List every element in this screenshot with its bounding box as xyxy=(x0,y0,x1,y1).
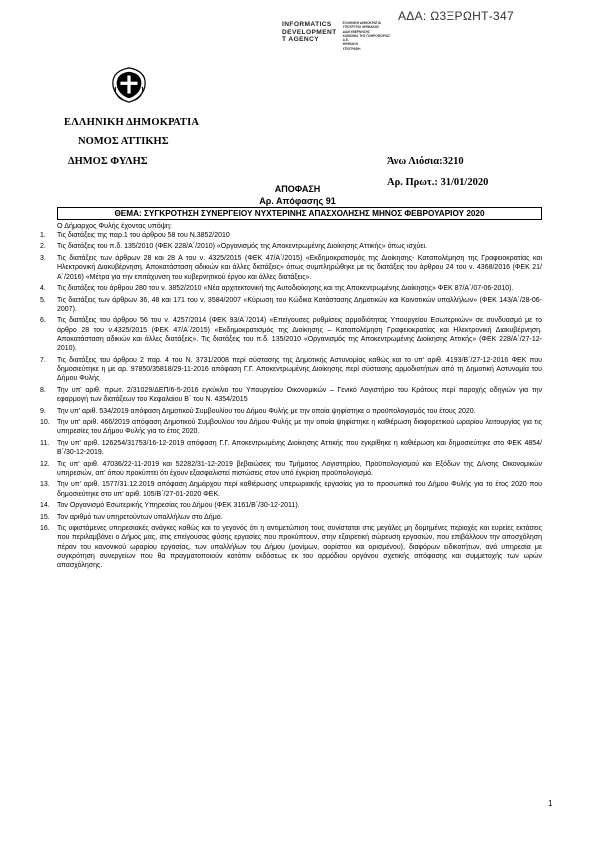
list-item xyxy=(40,418,542,437)
item-number: 15. xyxy=(40,513,50,521)
item-text: Τις διατάξεις του π.δ. 135/2010 (ΦΕΚ 228/Α΄/2010) «Οργανισμός της Αποκεντρωμένης Διοίκησης Αττικής» όπως ισχύει. xyxy=(57,243,427,251)
item-number: 12. xyxy=(40,460,50,468)
agency-small-line: ΥΠΟΥΡΓΕΙΟ ΨΗΦΙΑΚΗΣ xyxy=(342,25,380,30)
republic-heading: ΕΛΛΗΝΙΚΗ ΔΗΜΟΚΡΑΤΙΑ xyxy=(64,117,200,128)
agency-name-line: DEVELOPMENT xyxy=(282,28,337,36)
list-item xyxy=(40,513,542,522)
list-item xyxy=(40,386,542,405)
list-item xyxy=(40,439,542,458)
item-number: 9. xyxy=(40,407,46,415)
list-item xyxy=(40,356,542,384)
item-text: Τις διατάξεις των άρθρων 36, 48 και 171 του ν. 3584/2007 «Κύρωση του Κώδικα Κατάστασης Δημοτικών και Κοινοτικών υπαλλήλων» (ΦΕΚ 143/Α΄/28-06-2007). xyxy=(57,296,542,313)
list-item xyxy=(40,254,542,282)
decision-number: Αρ. Απόφασης 91 xyxy=(259,196,336,206)
agency-name xyxy=(282,21,337,51)
agency-small-line: ΕΛΛΗΝΙΚΗ ΔΗΜΟΚΡΑΤΙΑ xyxy=(342,21,381,25)
item-text: Την υπ' αριθ. πρωτ. 2/31029/ΔΕΠ/6-5-2016 εγκύκλιο του Υπουργείου Οικονομικών – Γενικό Λογιστήριο του Κράτους περί παροχής οδηγιών για την εφαρμογή των διατάξεων του Κεφαλαίου Β΄ του Ν. 4354/2015 xyxy=(57,386,542,404)
item-number: 13. xyxy=(40,481,50,489)
item-text: Την υπ' αριθ. 466/2019 απόφαση Δημοτικού Συμβουλίου του Δήμου Φυλής με την οποία ψηφίστηκε η καθιέρωση διαφορετικού ωραρίου λειτουργίας για τις υπηρεσίες του Δήμου Φυλής για το έτος 2020. xyxy=(57,419,542,436)
item-text: Τις διατάξεις του άρθρου 2 παρ. 4 του Ν. 3731/2008 περί σύστασης της Δημοτικής Αστυνομίας καθώς και το υπ' αριθ. 4193/Β΄/27-12-2016 ΦΕΚ που δημοσιεύτηκε η με αρ. 97850/35818/29-11-2016 απόφαση Γ.Γ. Αποκεντρωμένης Διοίκησης περί σύστασης αρμοδιοτήτων από τη Δημοτική Αστυνομία του Δήμου Φυλής xyxy=(57,356,542,383)
list-item xyxy=(40,407,542,416)
item-number: 14. xyxy=(40,502,50,510)
item-number: 16. xyxy=(40,525,50,533)
item-text: Την υπ' αριθ. 1577/31.12.2019 απόφαση Δημάρχου περί καθιέρωσης υπερωριακής εργασίας για το προσωπικό του Δήμου Φυλής για το έτος 2020 που δημοσιεύτηκε στο υπ' αριθ. 105/Β΄/27-01-2020 ΦΕΚ. xyxy=(57,481,542,498)
list-item xyxy=(40,524,542,570)
municipality-heading: ΔΗΜΟΣ ΦΥΛΗΣ xyxy=(68,156,148,167)
list-item xyxy=(40,231,542,240)
item-number: 11. xyxy=(40,439,50,447)
item-text: Τις υπ' αριθ. 47036/22-11-2019 και 52282/31-12-2019 βεβαιώσεις του Τμήματος Λογιστηρίου, Προϋπολογισμού και Εξόδων της Δ/νσης Οικονομικών υπηρεσιών, απ' όπου προκύπτει ότι έχουν εξασφαλιστεί πιστώσεις στον υπό έγκριση προϋπολογισμό. xyxy=(57,460,542,477)
item-number: 7. xyxy=(40,356,46,364)
list-item xyxy=(40,316,542,353)
item-number: 4. xyxy=(40,285,46,293)
location-date: Άνω Λιόσια:3210 xyxy=(387,156,464,167)
agency-small-line: ΔΙΑΚΥΒΕΡΝΗΣΗΣ xyxy=(342,29,370,34)
item-text: Την υπ' αριθ. 534/2019 απόφαση Δημοτικού Συμβουλίου του Δήμου Φυλής με την οποία ψηφίστηκε ο προϋπολογισμός του έτους 2020. xyxy=(57,407,476,415)
item-number: 6. xyxy=(40,317,46,325)
decision-title: ΑΠΟΦΑΣΗ xyxy=(274,184,321,194)
item-text: Τις διατάξεις των άρθρων 28 και 28 Α του ν. 4325/2015 (ΦΕΚ 47/Α΄/2015) «Εκδημοκρατισμός της Διοίκησης- Καταπολέμηση της Γραφειοκρατίας και Ηλεκτρονική Διακυβέρνηση. Αποκατάσταση αδικιών και άλλες διατάξεις» όπως συμπληρώθηκε με τις διατάξεις του άρθρου 24 του ν. 4368/2016 (ΦΕΚ 21/Α΄/2016) «Μέτρα για την επιτάχυνση του κυβερνητικού έργου και άλλες διατάξεις». xyxy=(57,254,542,281)
item-number: 10. xyxy=(40,419,50,427)
item-text: Την υπ' αριθ. 126254/31753/16-12-2019 απόφαση Γ.Γ. Αποκεντρωμένης Διοίκησης Αττικής που εγκρίθηκε η καθιέρωση και δημοσιεύτηκε στο ΦΕΚ 4854/Β΄/30-12-2019. xyxy=(57,439,542,457)
agency-small-line: Α.Ε. xyxy=(342,38,349,43)
item-number: 2. xyxy=(40,243,46,251)
list-item xyxy=(40,460,542,479)
item-text: Τις διατάξεις του άρθρου 56 του ν. 4257/2014 (ΦΕΚ 93/Α΄/2014) «Επείγουσες ρυθμίσεις αρμοδιότητας Υπουργείου Εσωτερικών» σε συνδυασμό με το άρθρο 28 του ν.4325/2015 (ΦΕΚ 47/Α΄/2015) «Εκδημοκρατισμός της Διοίκησης – Καταπολέμηση Γραφειοκρατίας και Ηλεκτρονική Διακυβέρνηση. Αποκατάσταση αδικιών και άλλες διατάξεις». Τις διατάξεις του π.δ. 135/2010 «Οργανισμός της Αποκεντρωμένης Διοίκησης Αττικής» (ΦΕΚ 228/Α΄/27-12-2010). xyxy=(57,317,542,353)
item-text: Τις διατάξεις της παρ.1 του άρθρου 58 του Ν.3852/2010 xyxy=(57,232,230,239)
item-number: 1. xyxy=(40,232,46,239)
agency-signature-text xyxy=(343,21,390,51)
item-number: 8. xyxy=(40,386,46,394)
list-item xyxy=(40,242,542,251)
greek-coat-of-arms-icon xyxy=(110,66,148,104)
prefecture-heading: ΝΟΜΟΣ ΑΤΤΙΚΗΣ xyxy=(78,136,169,147)
agency-name-line: INFORMATICS xyxy=(282,21,332,28)
item-number: 5. xyxy=(40,296,46,304)
page-number: 1 xyxy=(548,799,553,808)
agency-name-line: T AGENCY xyxy=(282,36,320,44)
intro-text: Ο Δήμαρχος Φυλής έχοντας υπόψη: xyxy=(57,221,172,230)
ada-code: ΑΔΑ: Ω3ΞΡΩΗΤ-347 xyxy=(398,9,514,23)
item-text: Τις υφιστάμενες υπηρεσιακές ανάγκες καθώς και το γεγονός ότι η αντιμετώπιση τους συνίσταται στις μεγάλες μη δομημένες περιοχές και ευρείες εκτάσεις που περιλαμβάνει ο Δήμος μας, στις επείγουσας φύσης εργασίες που προκύπτουν, στην εξαιρετική σώρευση εργασιών, που επιβάλλουν την αποσχόληση πέραν του κανονικού ωραρίου εργασίας, των υπαλλήλων του Δήμου (μονίμων, αορίστου και ορισμένου), διαφόρων ειδικοτήτων, ανά υπηρεσία με συγκρότηση συνεργείων που θα πραγματοποιούν κατόπιν εκδόσεως εκ του αρμόδιου οργάνου σχετικής απόφασης και συμμετοχής των ωρών απασχόλησης. xyxy=(57,525,542,570)
item-text: Τις διατάξεις του άρθρου 280 του ν. 3852/2010 «Νέα αρχιτεκτονική της Αυτοδιοίκησης και της Αποκεντρωμένης Διοίκησης» ΦΕΚ 87/Α΄/07-06-2010). xyxy=(57,285,514,293)
agency-small-line: ΥΠΟΓΡΑΦΗ xyxy=(342,46,361,51)
list-item xyxy=(40,284,542,293)
agency-stamp xyxy=(282,21,390,51)
item-number: 3. xyxy=(40,254,46,262)
list-item xyxy=(40,480,542,499)
subject-box: ΘΕΜΑ: ΣΥΓΚΡΟΤΗΣΗ ΣΥΝΕΡΓΕΙΟΥ ΝΥΧΤΕΡΙΝΗΣ ΑΠΑΣΧΟΛΗΣΗΣ ΜΗΝΟΣ ΦΕΒΡΟΥΑΡΙΟΥ 2020 xyxy=(57,207,542,220)
item-text: Τον αριθμό των υπηρετούντων υπαλλήλων στο Δήμο. xyxy=(57,513,223,521)
considerations-list xyxy=(40,231,542,573)
list-item xyxy=(40,296,542,315)
protocol-number: Αρ. Πρωτ.: 31/01/2020 xyxy=(387,177,489,188)
item-text: Τον Οργανισμό Εσωτερικής Υπηρεσίας του Δήμου (ΦΕΚ 3161/Β΄/30-12-2011). xyxy=(57,502,300,510)
agency-small-line: ΚΟΙΝΩΝΙΑ ΤΗΣ ΠΛΗΡΟΦΟΡΙΑΣ xyxy=(342,33,391,38)
list-item xyxy=(40,501,542,510)
agency-small-line: ΨΗΦΙΑΚΗ xyxy=(342,42,358,47)
